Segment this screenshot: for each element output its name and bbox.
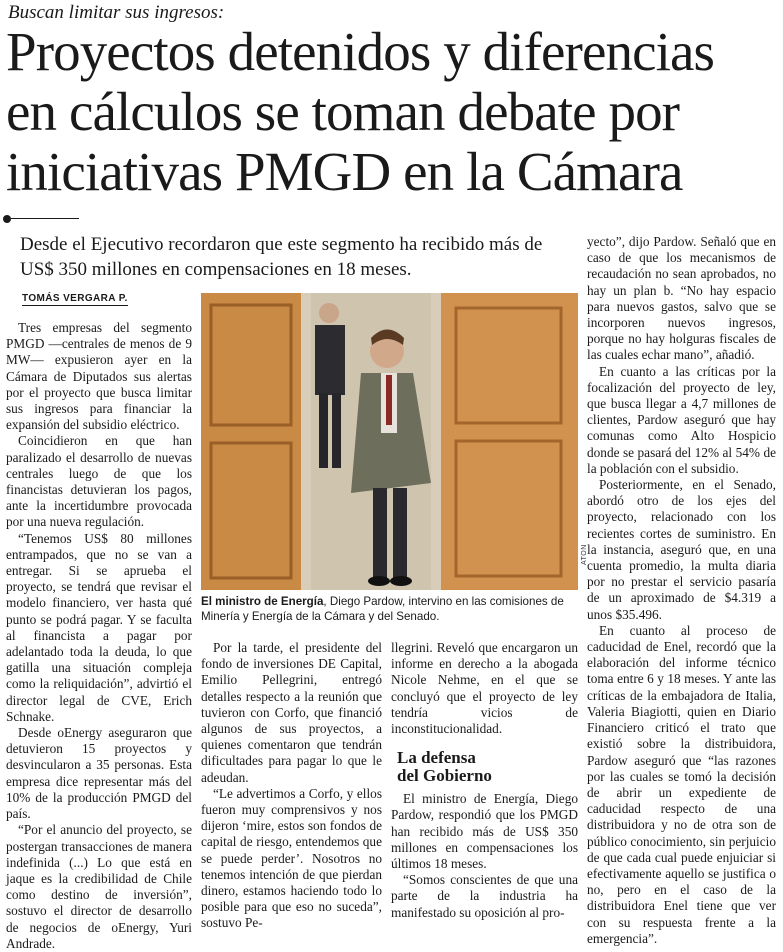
paragraph: “Tenemos US$ 80 millones entrampados, que no se van a entregar. Si se aprueba el proyecto, se tendrá que revisar el modelo financiero, ver hasta qué punto se podrá pagar. Y se faculta al financista a pagar por adelantado toda la deuda, lo que gatilla una situación compleja como la reliquidación”, advirtió el director legal de CVE, Erich Schnake. [6, 530, 192, 724]
caption-lead: El ministro de Energía [201, 595, 324, 608]
paragraph: llegrini. Reveló que encargaron un informe en derecho a la abogada Nicole Nehme, en el que se concluyó que el proyecto de ley tendría vicios de inconstitucionalidad. [391, 640, 578, 737]
subhead-line-2: del Gobierno [397, 766, 492, 786]
paragraph: En cuanto al proceso de caducidad de Enel, recordó que la elaboración del informe técnico toma entre 6 y 18 meses. Y ante las críticas de la embajadora de Italia, Valeria Biagiotti, quien en Diario Financiero criticó el trato que existió sobre la distribuidora, Pardow aseguró que “las razones por las cuales se tomó la decisión de abrir un expediente de caducidad respecto de una distribuidora y no de otra son de público conocimiento, sin perjuicio de que cada cual puede enjuiciar si efectivamente aquello se justifica o no, pero en el caso de la distribuidora Enel tiene que ver con su respuesta frente a la emergencia”. [587, 622, 776, 946]
photo-credit: ATON [581, 544, 588, 565]
paragraph: “Por el anuncio del proyecto, se postergan transacciones de manera indefinida (...) Lo que está en jaque es la credibilidad de Chile como destino de inversión”, sostuvo el director de desarrollo de negocios de oEnergy, Yuri Andrade. [6, 822, 192, 951]
column-1 [6, 320, 192, 952]
paragraph: Tres empresas del segmento PMGD —centrales de menos de 9 MW— expusieron ayer en la Cámara de Diputados sus alertas por el proyecto que busca limitar sus ingresos para financiar la expansión del subsidio eléctrico. [6, 320, 192, 433]
divider-dot [3, 215, 11, 223]
caption-text: , Diego Pardow, intervino en las comisiones de Minería y Energía de la Cámara y del Senado. [201, 595, 564, 623]
paragraph: “Le advertimos a Corfo, y ellos fueron muy comprensivos y nos dijeron ‘mire, estos son fondos de capital de riesgo, entendemos que se puede perder’. Nosotros no tenemos intención de que pierdan dinero, estamos haciendo todo lo posible para que eso no suceda”, sostuvo Pe- [201, 785, 382, 931]
kicker: Buscan limitar sus ingresos: [8, 2, 225, 23]
headline-line-1: Proyectos detenidos y diferencias [6, 21, 714, 82]
headline [6, 22, 781, 202]
column-2 [201, 640, 382, 932]
byline: TOMÁS VERGARA P. [22, 293, 128, 304]
photo-illustration [201, 293, 578, 590]
divider-line [11, 218, 79, 219]
paragraph: Por la tarde, el presidente del fondo de inversiones DE Capital, Emilio Pellegrini, entregó detalles respecto a la reunión que tuvieron con Corfo, que financió algunos de sus proyectos, a quienes comentaron que tendrán dificultades para pagar lo que le adeudan. [201, 640, 382, 785]
column-4 [587, 234, 776, 947]
paragraph: Coincidieron en que han paralizado el desarrollo de nuevas centrales luego de que los financistas detuvieran los pagos, ante la incertidumbre provocada por una nueva regulación. [6, 433, 192, 530]
subhead-line-1: La defensa [397, 748, 476, 768]
subhead [397, 749, 578, 785]
paragraph: yecto”, dijo Pardow. Señaló que en caso de que los mecanismos de recaudación no sean aprobados, no hay un plan b. “No hay espacio para nuevos gastos, salvo que se incorporen nuevos ingresos, porque no hay holguras fiscales de las cuales echar mano”, añadió. [587, 234, 776, 363]
paragraph: El ministro de Energía, Diego Pardow, respondió que los PMGD han recibido más de US$ 350 millones en compensaciones los últimos 18 meses. [391, 791, 578, 872]
column-3 [391, 640, 578, 921]
paragraph: Posteriormente, en el Senado, abordó otro de los ejes del proyecto, relacionado con los recientes cortes de suministro. En la instancia, aseguró que, en una cuenta promedio, la multa diaria por no prestar el servicio pasaría de un aproximado de $4.319 a unos $35.496. [587, 477, 776, 622]
paragraph: “Somos conscientes de que una parte de la industria ha manifestado su oposición al pro- [391, 872, 578, 920]
headline-line-2: en cálculos se toman debate por [6, 81, 680, 142]
paragraph: Desde oEnergy aseguraron que detuvieron 15 proyectos y desvincularon a 35 personas. Esta empresa dice representar más del 10% de la producción PMGD del país. [6, 725, 192, 822]
headline-line-3: iniciativas PMGD en la Cámara [6, 141, 683, 202]
photo-caption [201, 594, 578, 624]
deck: Desde el Ejecutivo recordaron que este segmento ha recibido más de US$ 350 millones en compensaciones en 18 meses. [20, 234, 543, 280]
photo-minister [201, 293, 578, 590]
paragraph: En cuanto a las críticas por la focalización del proyecto de ley, que busca llegar a 4,7 millones de clientes, Pardow aseguró que hay comunas como Alto Hospicio donde se pasará del 12% al 54% de la población con el subsidio. [587, 363, 776, 476]
